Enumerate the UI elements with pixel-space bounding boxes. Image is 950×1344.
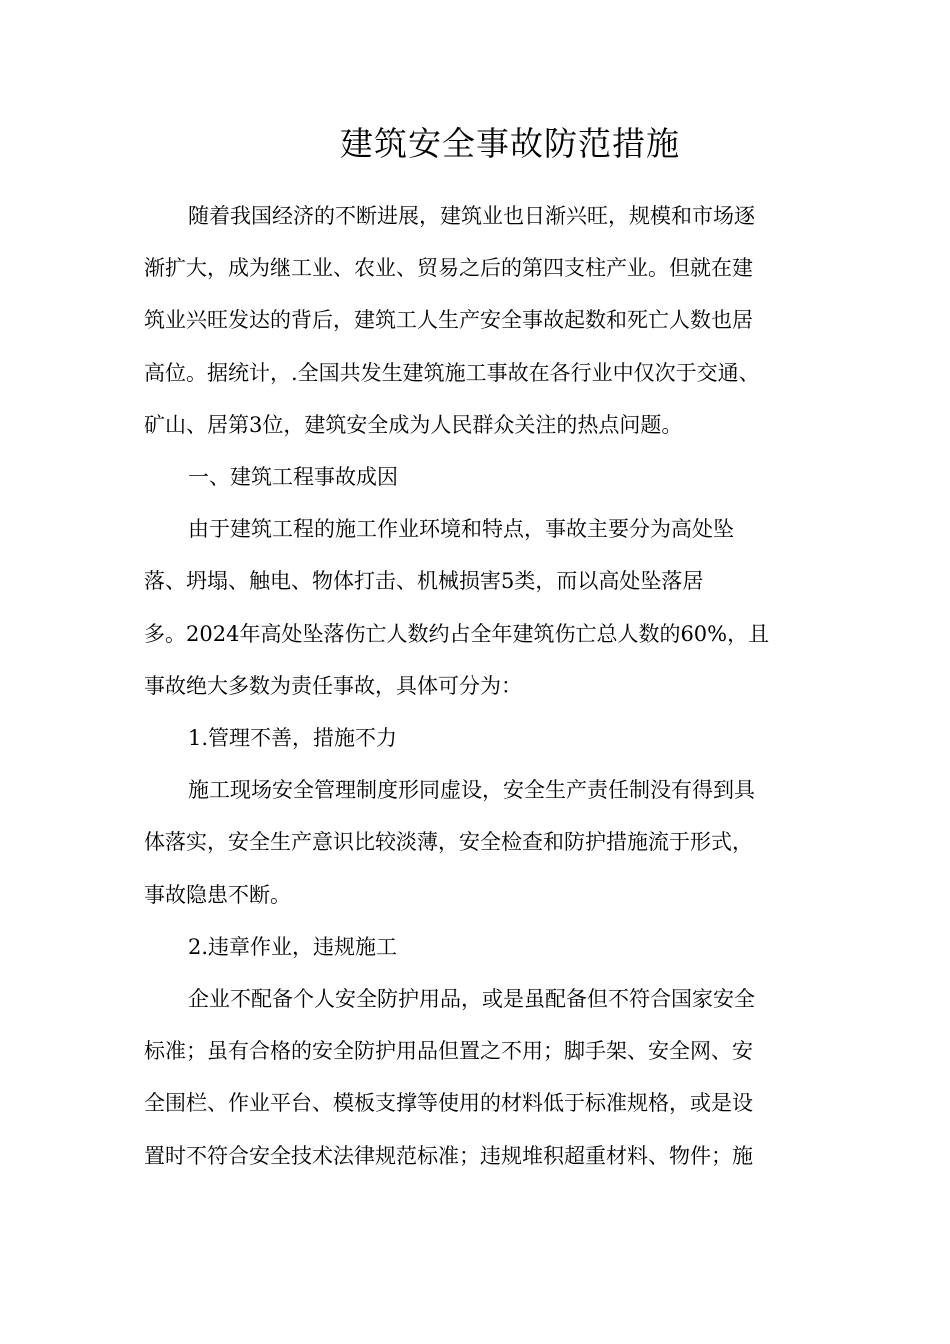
paragraph-line: 标准；虽有合格的安全防护用品但置之不用；脚手架、安全网、安 xyxy=(144,1039,753,1064)
paragraph-line: 置时不符合安全技术法律规范标准；违规堆积超重材料、物件；施 xyxy=(144,1143,753,1168)
paragraph-line: 高位。据统计，.全国共发生建筑施工事故在各行业中仅次于交通、 xyxy=(144,360,760,385)
paragraph-line: 事故绝大多数为责任事故，具体可分为： xyxy=(144,673,522,698)
paragraph-line: 多。2024年高处坠落伤亡人数约占全年建筑伤亡总人数的60%，且 xyxy=(144,621,770,646)
paragraph-line: 施工现场安全管理制度形同虚设，安全生产责任制没有得到具 xyxy=(188,778,755,803)
paragraph-line: 随着我国经济的不断进展，建筑业也日渐兴旺，规模和市场逐 xyxy=(188,204,755,228)
section-heading: 一、建筑工程事故成因 xyxy=(188,465,398,490)
paragraph-line: 事故隐患不断。 xyxy=(144,882,291,907)
document-title: 建筑安全事故防范措施 xyxy=(340,124,680,163)
paragraph-line: 企业不配备个人安全防护用品，或是虽配备但不符合国家安全 xyxy=(188,987,755,1012)
paragraph-line: 全围栏、作业平台、模板支撑等使用的材料低于标准规格，或是设 xyxy=(144,1091,753,1116)
paragraph-line: 筑业兴旺发达的背后，建筑工人生产安全事故起数和死亡人数也居 xyxy=(144,308,753,333)
paragraph-line: 渐扩大，成为继工业、农业、贸易之后的第四支柱产业。但就在建 xyxy=(144,256,753,281)
subsection-heading: 1.管理不善，措施不力 xyxy=(188,726,398,751)
paragraph-line: 矿山、居第3位，建筑安全成为人民群众关注的热点问题。 xyxy=(144,412,683,437)
subsection-heading: 2.违章作业，违规施工 xyxy=(188,934,398,959)
paragraph-line: 由于建筑工程的施工作业环境和特点，事故主要分为高处坠 xyxy=(188,517,734,542)
paragraph-line: 体落实，安全生产意识比较淡薄，安全检查和防护措施流于形式， xyxy=(144,830,753,855)
paragraph-line: 落、坍塌、触电、物体打击、机械损害5类，而以高处坠落居 xyxy=(144,569,704,594)
document-body xyxy=(144,190,804,1182)
